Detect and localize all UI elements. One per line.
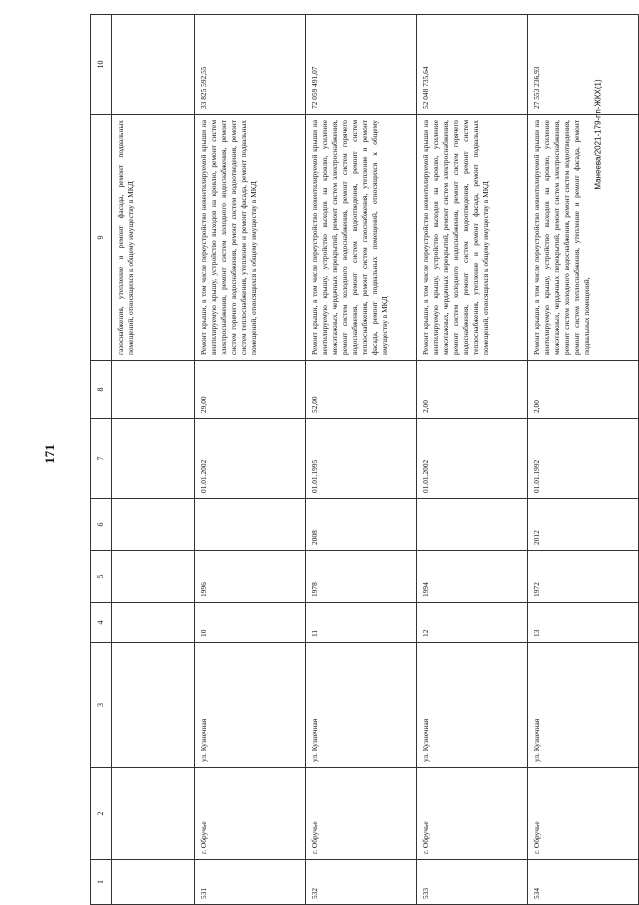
city-cell: г. Обручье [195,768,306,860]
table-row [306,15,417,905]
works-cell: Ремонт крыши, в том числе переустройство невентилируемой крыши на вентилируемую крышу, устройство выходов на кровлю, ремонт систем электроснабжения, ремонт систем холодного водоснабжения, ремонт систем горячего водоснабжения, ремонт систем водоотведения, ремонт систем теплоснабжения, утепление и ремонт фасада, ремонт подвальных помещений, относящихся к общему имуществу в МКД [195,115,306,361]
header-cell: 9 [91,115,112,361]
empty-cell [112,15,195,115]
header-cell: 3 [91,643,112,768]
works-cell: Ремонт крыши, в том числе переустройство невентилируемой крыши на вентилируемую крышу, устройство выходов на кровлю, усиление межэтажных, чердачных перекрытий, ремонт систем электроснабжения, ремонт систем холодного водоснабжения, ремонт систем горячего водоснабжения, ремонт систем водоотведения, ремонт систем теплоснабжения, ремонт систем газоснабжения, утепление и ремонт фасада, ремонт подвальных помещений, относящихся к общему имуществу в МКД [306,115,417,361]
row-number: 533 [417,860,528,905]
city-cell: г. Обручье [306,768,417,860]
street-cell: ул. Кузнечная [417,643,528,768]
date-cell: 01.01.2002 [417,419,528,499]
empty-cell [112,361,195,419]
header-cell: 1 [91,860,112,905]
date-cell: 01.01.2002 [195,419,306,499]
date-cell: 01.01.1992 [528,419,639,499]
row-number: 534 [528,860,639,905]
header-cell: 6 [91,499,112,551]
house-number-cell: 11 [306,603,417,643]
house-number-cell: 10 [195,603,306,643]
year-built-cell: 1972 [528,551,639,603]
house-number-cell: 13 [528,603,639,643]
header-cell: 5 [91,551,112,603]
year-built-cell: 1978 [306,551,417,603]
wear-cell: 2,00 [528,361,639,419]
empty-cell [112,860,195,905]
year-renovated-cell [417,499,528,551]
rotated-page [90,15,600,905]
continuation-row [112,15,195,905]
cost-cell: 33 825 592,55 [195,15,306,115]
cost-cell: 52 048 735,64 [417,15,528,115]
year-renovated-cell: 2012 [528,499,639,551]
street-cell: ул. Кузнечная [195,643,306,768]
wear-cell: 52,00 [306,361,417,419]
page-number: 171 [42,444,57,464]
header-cell: 7 [91,419,112,499]
empty-cell [112,603,195,643]
empty-cell [112,551,195,603]
header-cell: 10 [91,15,112,115]
date-cell: 01.01.1995 [306,419,417,499]
empty-cell [112,419,195,499]
year-renovated-cell [195,499,306,551]
wear-cell: 29,00 [195,361,306,419]
year-renovated-cell: 2008 [306,499,417,551]
works-continuation-text: газоснабжения, утепление и ремонт фасада, ремонт подвальных помещений, относящихся к общему имуществу в МКД [112,115,195,361]
header-cell: 2 [91,768,112,860]
city-cell: г. Обручье [417,768,528,860]
works-cell: Ремонт крыши, в том числе переустройство невентилируемой крыши на вентилируемую крышу, устройство выходов на кровлю, усиление межэтажных, чердачных перекрытий, ремонт систем электроснабжения, ремонт систем холодного водоснабжения, ремонт систем горячего водоснабжения, ремонт систем водоотведения, ремонт систем теплоснабжения, утепление и ремонт фасада, ремонт подвальных помещений, относящихся к общему имуществу в МКД [417,115,528,361]
table-row [528,15,639,905]
empty-cell [112,643,195,768]
header-row [91,15,112,905]
city-cell: г. Обручье [528,768,639,860]
house-number-cell: 12 [417,603,528,643]
cost-cell: 27 553 236,93 [528,15,639,115]
header-cell: 4 [91,603,112,643]
street-cell: ул. Кузнечная [528,643,639,768]
empty-cell [112,499,195,551]
row-number: 531 [195,860,306,905]
document-code: Манеева/2021-179-пп-ЖКХ(1) [593,79,603,190]
table-row [417,15,528,905]
cost-cell: 72 059 491,07 [306,15,417,115]
year-built-cell: 1996 [195,551,306,603]
table-row [195,15,306,905]
row-number: 532 [306,860,417,905]
works-cell: Ремонт крыши, в том числе переустройство невентилируемой крыши на вентилируемую крышу, устройство выходов на кровлю, усиление межэтажных, чердачных перекрытий, ремонт систем электроснабжения, ремонт систем холодного водоснабжения, ремонт систем водоотведения, ремонт систем теплоснабжения, утепление и ремонт фасада, ремонт подвальных помещений, [528,115,639,361]
street-cell: ул. Кузнечная [306,643,417,768]
housing-repair-table [90,14,639,905]
wear-cell: 2,00 [417,361,528,419]
header-cell: 8 [91,361,112,419]
empty-cell [112,768,195,860]
year-built-cell: 1994 [417,551,528,603]
